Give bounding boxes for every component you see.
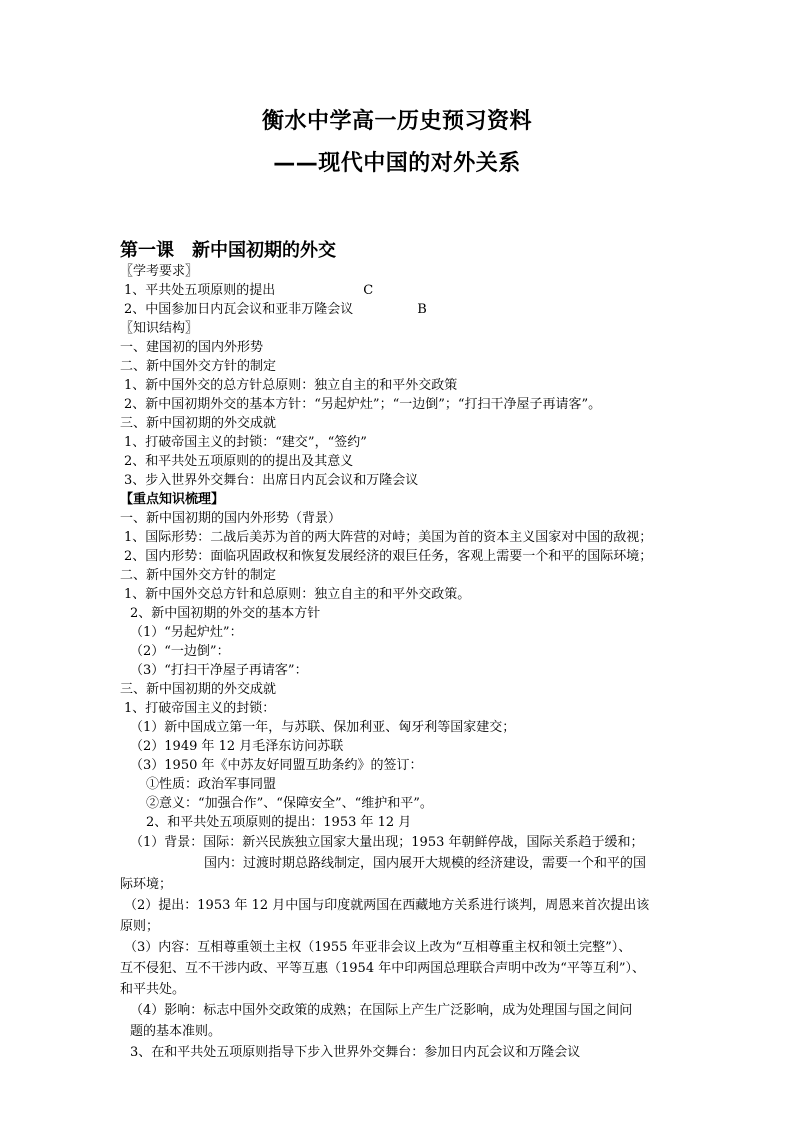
structure-section: 三、新中国初期的外交成就 [120, 416, 277, 431]
key-item: 1、打破帝国主义的封锁： [124, 701, 276, 716]
key-section: 三、新中国初期的外交成就 [120, 682, 277, 697]
key-paragraph: 题的基本准则。 [130, 1024, 222, 1039]
structure-item: 2、和平共处五项原则的的提出及其意义 [124, 454, 354, 469]
requirement-text: 1、平共处五项原则的提出 [124, 283, 276, 298]
key-paragraph: （3）内容：互相尊重领土主权（1955 年亚非会议上改为“互相尊重主权和领土完整”）、 [124, 940, 632, 955]
key-points-header: 【重点知识梳理】 [120, 492, 225, 507]
requirements-header: 〖学考要求〗 [120, 264, 199, 279]
key-paragraph: （4）影响：标志中国外交政策的成熟；在国际上产生广泛影响，成为处理国与国之间问 [130, 1003, 633, 1018]
key-subitem: （3）1950 年《中苏友好同盟互助条约》的签订： [130, 758, 423, 773]
structure-section: 一、建国初的国内外形势 [120, 340, 264, 355]
key-paragraph: （2）提出：1953 年 12 月中国与印度就两国在西藏地方关系进行谈判，周恩来首次提出该 [124, 898, 650, 913]
requirement-item [120, 300, 680, 319]
structure-item: 1、打破帝国主义的封锁：“建交”，“签约” [124, 435, 367, 450]
requirement-text: 2、中国参加日内瓦会议和亚非万隆会议 [124, 302, 354, 317]
key-section: 二、新中国外交方针的制定 [120, 568, 277, 583]
key-paragraph: 际环境； [120, 877, 173, 892]
requirement-level: C [363, 283, 374, 298]
key-subitem: （2）“一边倒”： [130, 644, 230, 659]
key-detail: ①性质：政治军事同盟 [146, 777, 277, 792]
key-subitem: （3）“打扫干净屋子再请客”： [130, 663, 308, 678]
structure-item: 1、新中国外交的总方针总原则：独立自主的和平外交政策 [124, 378, 458, 393]
key-paragraph: 国内：过渡时期总路线制定，国内展开大规模的经济建设，需要一个和平的国 [204, 856, 647, 871]
requirement-level: B [417, 302, 427, 317]
key-paragraph: （1）背景：国际：新兴民族独立国家大量出现；1953 年朝鲜停战，国际关系趋于缓和； [130, 835, 644, 850]
key-detail: ②意义：“加强合作”、“保障安全”、“维护和平”。 [146, 796, 433, 811]
key-subitem: （2）1949 年 12 月毛泽东访问苏联 [130, 739, 344, 754]
lesson-heading: 第一课 新中国初期的外交 [120, 240, 336, 261]
document-subtitle: ——现代中国的对外关系 [273, 151, 521, 176]
structure-section: 二、新中国外交方针的制定 [120, 359, 277, 374]
key-subitem: （1）“另起炉灶”： [130, 625, 243, 640]
requirement-item [120, 281, 680, 300]
document-title: 衡水中学高一历史预习资料 [261, 109, 532, 134]
key-item: 2、国内形势：面临巩固政权和恢复发展经济的艰巨任务，客观上需要一个和平的国际环境； [124, 549, 653, 564]
key-section: 一、新中国初期的国内外形势（背景） [120, 511, 342, 526]
key-paragraph: 和平共处。 [120, 982, 186, 997]
key-item: 1、新中国外交总方针和总原则：独立自主的和平外交政策。 [124, 587, 471, 602]
key-paragraph: 互不侵犯、互不干涉内政、平等互惠（1954 年中印两国总理联合声明中改为“平等互利”）、 [120, 961, 646, 976]
key-item: 1、国际形势：二战后美苏为首的两大阵营的对峙；美国为首的资本主义国家对中国的敌视； [124, 530, 653, 545]
key-paragraph: 原则； [120, 919, 160, 934]
structure-header: 〖知识结构〗 [120, 321, 199, 336]
document-body [120, 262, 680, 1063]
structure-item: 2、新中国初期外交的基本方针：“另起炉灶”；“一边倒”；“打扫干净屋子再请客”。 [124, 397, 602, 412]
key-item: 2、和平共处五项原则的提出：1953 年 12 月 [146, 815, 412, 830]
key-subitem: （1）新中国成立第一年，与苏联、保加利亚、匈牙利等国家建交； [130, 720, 516, 735]
key-item: 2、新中国初期的外交的基本方针 [130, 606, 321, 621]
key-item: 3、在和平共处五项原则指导下步入世界外交舞台：参加日内瓦会议和万隆会议 [130, 1045, 581, 1060]
structure-item: 3、步入世界外交舞台：出席日内瓦会议和万隆会议 [124, 473, 419, 488]
